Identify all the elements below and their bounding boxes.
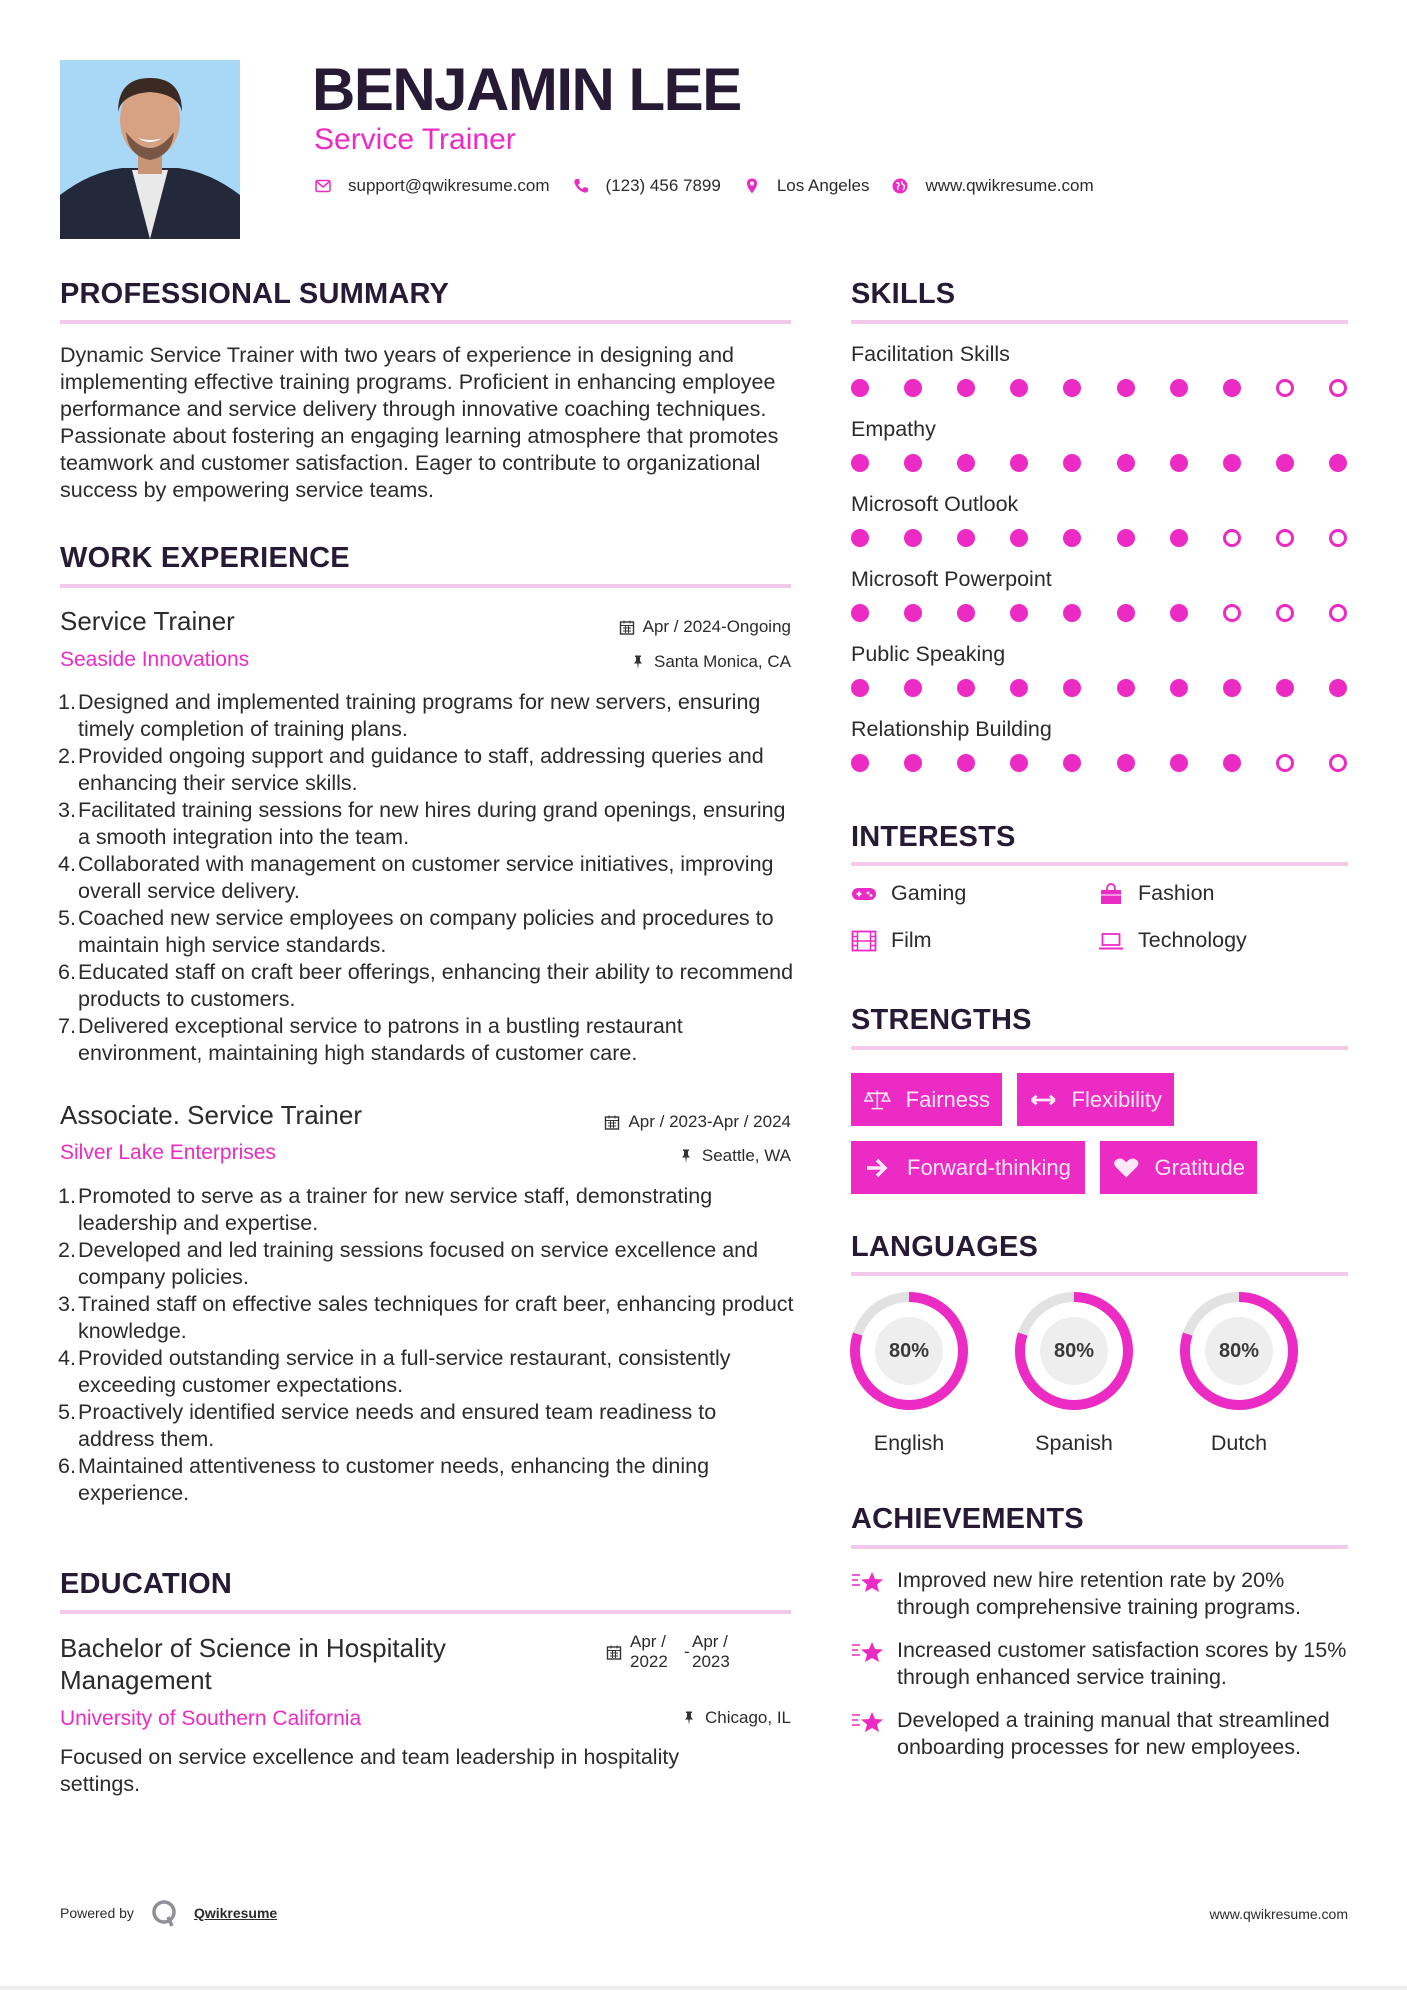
rating-dot-filled	[904, 379, 922, 397]
skill-rating	[851, 754, 1347, 772]
job-title: Service Trainer	[60, 606, 235, 636]
skill-name: Empathy	[851, 417, 936, 441]
strength-chip: Forward-thinking	[851, 1141, 1085, 1194]
footer-website[interactable]: www.qwikresume.com	[1209, 1906, 1348, 1922]
skill-name: Microsoft Powerpoint	[851, 567, 1052, 591]
rating-dot-filled	[1170, 379, 1188, 397]
shooting-star-icon	[851, 1569, 885, 1597]
rating-dot-filled	[957, 604, 975, 622]
skill-item	[851, 716, 1348, 772]
rating-dot-filled	[1117, 679, 1135, 697]
skill-name: Relationship Building	[851, 717, 1052, 741]
rating-dot-empty	[1276, 604, 1294, 622]
job-dates: Apr / 2024-Ongoing	[619, 617, 791, 637]
pushpin-icon	[678, 1148, 694, 1164]
rating-dot-filled	[904, 679, 922, 697]
language-percent: 80%	[888, 1339, 930, 1362]
page-bottom-edge	[0, 1986, 1407, 1990]
languages-divider	[851, 1272, 1348, 1276]
rating-dot-filled	[1276, 679, 1294, 697]
contact-phone[interactable]	[572, 176, 721, 196]
rating-dot-filled	[1170, 754, 1188, 772]
heart-icon	[1112, 1156, 1141, 1180]
shopping-bag-icon	[1098, 883, 1124, 905]
list-item: 3. Trained staff on effective sales techniques for craft beer, enhancing product knowledge.	[58, 1292, 794, 1343]
rating-dot-empty	[1329, 604, 1347, 622]
rating-dot-empty	[1329, 754, 1347, 772]
list-item: 7. Delivered exceptional service to patrons in a bustling restaurant environment, maintaining high standards of customer care.	[58, 1014, 683, 1065]
shooting-star-icon	[851, 1639, 885, 1667]
rating-dot-filled	[904, 529, 922, 547]
interest-fashion: Fashion	[1098, 881, 1215, 906]
interests-divider	[851, 862, 1348, 866]
interest-gaming: Gaming	[851, 881, 966, 906]
job-title: Associate. Service Trainer	[60, 1100, 363, 1130]
languages-heading: LANGUAGES	[851, 1231, 1039, 1263]
envelope-icon	[314, 177, 332, 195]
job-bullets	[58, 689, 798, 1067]
profile-photo	[60, 60, 240, 239]
degree-title: Bachelor of Science in Hospitality Management	[60, 1633, 446, 1695]
rating-dot-filled	[957, 679, 975, 697]
rating-dot-empty	[1276, 529, 1294, 547]
globe-icon	[891, 177, 909, 195]
rating-dot-filled	[1063, 754, 1081, 772]
school-name: University of Southern California	[60, 1707, 362, 1730]
language-progress-ring	[848, 1290, 970, 1412]
achievements-divider	[851, 1545, 1348, 1549]
rating-dot-filled	[1223, 679, 1241, 697]
calendar-icon	[606, 1644, 622, 1660]
achievements-heading: ACHIEVEMENTS	[851, 1503, 1084, 1535]
list-item: 6. Educated staff on craft beer offerings, enhancing their ability to recommend products to customers.	[58, 960, 794, 1011]
skill-rating	[851, 454, 1347, 472]
rating-dot-filled	[904, 604, 922, 622]
contact-email-text: support@qwikresume.com	[348, 176, 550, 195]
list-item: 4. Collaborated with management on customer service initiatives, improving overall service delivery.	[58, 852, 774, 903]
education-heading: EDUCATION	[60, 1568, 233, 1600]
rating-dot-filled	[851, 679, 869, 697]
language-name: Dutch	[1210, 1431, 1268, 1455]
strengths-divider	[851, 1046, 1348, 1050]
contact-website[interactable]	[891, 176, 1093, 196]
contact-phone-text: (123) 456 7899	[605, 176, 721, 195]
skill-item	[851, 641, 1348, 697]
skill-rating	[851, 379, 1347, 397]
rating-dot-empty	[1276, 754, 1294, 772]
rating-dot-filled	[1117, 754, 1135, 772]
rating-dot-filled	[957, 454, 975, 472]
language-name: English	[873, 1431, 945, 1455]
rating-dot-filled	[1170, 529, 1188, 547]
rating-dot-filled	[904, 754, 922, 772]
contact-location	[743, 176, 870, 196]
shooting-star-icon	[851, 1709, 885, 1737]
list-item: 1. Promoted to serve as a trainer for new service staff, demonstrating leadership and expertise.	[58, 1184, 713, 1235]
footer-powered-by: Powered by Qwikresume	[60, 1898, 277, 1928]
laptop-icon	[1098, 930, 1124, 952]
language-percent: 80%	[1218, 1339, 1260, 1362]
education-dates: Apr / 2022 - Apr / 2023	[606, 1632, 730, 1672]
rating-dot-filled	[904, 454, 922, 472]
rating-dot-filled	[1117, 604, 1135, 622]
map-pin-icon	[743, 177, 761, 195]
job-location: Santa Monica, CA	[630, 652, 791, 672]
list-item: 5. Proactively identified service needs and ensured team readiness to address them.	[58, 1400, 717, 1451]
skill-name: Microsoft Outlook	[851, 492, 1019, 516]
interest-film: Film	[851, 928, 932, 953]
rating-dot-filled	[851, 454, 869, 472]
contact-bar	[314, 176, 1116, 196]
rating-dot-filled	[1117, 454, 1135, 472]
skill-item	[851, 341, 1348, 397]
rating-dot-empty	[1276, 379, 1294, 397]
experience-heading: WORK EXPERIENCE	[60, 542, 350, 574]
language-item	[848, 1290, 970, 1456]
qwikresume-logo-icon	[150, 1898, 180, 1928]
summary-text: Dynamic Service Trainer with two years of experience in designing and implementing effective training programs. Proficient in enhancing employee performance and service delivery through innovative coaching techniques. Passionate about fostering an engaging learning atmosphere that promotes teamwork and customer satisfaction. Eager to contribute to organizational success by empowering service teams.	[60, 343, 779, 502]
rating-dot-filled	[1063, 454, 1081, 472]
rating-dot-filled	[1010, 529, 1028, 547]
rating-dot-filled	[1010, 604, 1028, 622]
skill-item	[851, 566, 1348, 622]
list-item: 6. Maintained attentiveness to customer needs, enhancing the dining experience.	[58, 1454, 710, 1505]
skill-item	[851, 491, 1348, 547]
pushpin-icon	[630, 654, 646, 670]
rating-dot-filled	[1063, 604, 1081, 622]
education-divider	[60, 1610, 791, 1614]
phone-icon	[572, 177, 590, 195]
strength-chip: Gratitude	[1100, 1141, 1257, 1194]
language-item	[1013, 1290, 1135, 1456]
skill-rating	[851, 529, 1347, 547]
calendar-icon	[619, 619, 635, 635]
film-icon	[851, 930, 877, 952]
skill-name: Public Speaking	[851, 642, 1006, 666]
qwikresume-link[interactable]: Qwikresume	[193, 1905, 278, 1921]
job-bullets	[58, 1183, 798, 1507]
rating-dot-filled	[1170, 454, 1188, 472]
rating-dot-filled	[1223, 754, 1241, 772]
strength-chip: Flexibility	[1017, 1073, 1174, 1126]
language-name: Spanish	[1035, 1431, 1113, 1455]
candidate-title: Service Trainer	[314, 123, 516, 156]
strengths-heading: STRENGTHS	[851, 1004, 1032, 1036]
language-percent: 80%	[1053, 1339, 1095, 1362]
rating-dot-filled	[1010, 679, 1028, 697]
rating-dot-filled	[1117, 379, 1135, 397]
rating-dot-empty	[1329, 529, 1347, 547]
job-company: Silver Lake Enterprises	[60, 1141, 276, 1164]
language-item	[1178, 1290, 1300, 1456]
rating-dot-filled	[851, 604, 869, 622]
rating-dot-filled	[851, 529, 869, 547]
rating-dot-filled	[1063, 379, 1081, 397]
rating-dot-filled	[957, 379, 975, 397]
candidate-name: BENJAMIN LEE	[312, 56, 741, 123]
rating-dot-filled	[1063, 529, 1081, 547]
skill-rating	[851, 604, 1347, 622]
rating-dot-filled	[1170, 604, 1188, 622]
skill-name: Facilitation Skills	[851, 342, 1010, 366]
rating-dot-filled	[1329, 454, 1347, 472]
job-location: Seattle, WA	[678, 1146, 791, 1166]
achievement-item: Developed a training manual that streamlined onboarding processes for new employees.	[851, 1707, 1351, 1761]
language-progress-ring	[1178, 1290, 1300, 1412]
skills-divider	[851, 320, 1348, 324]
summary-divider	[60, 320, 791, 324]
calendar-icon	[604, 1114, 620, 1130]
rating-dot-filled	[1223, 379, 1241, 397]
arrow-right-icon	[863, 1156, 893, 1180]
gamepad-icon	[851, 883, 877, 905]
rating-dot-filled	[1170, 679, 1188, 697]
rating-dot-filled	[1010, 379, 1028, 397]
interest-technology: Technology	[1098, 928, 1247, 953]
job-dates: Apr / 2023-Apr / 2024	[604, 1112, 791, 1132]
language-progress-ring	[1013, 1290, 1135, 1412]
education-start: Apr / 2022	[630, 1632, 668, 1671]
skills-heading: SKILLS	[851, 278, 956, 310]
education-end: Apr / 2023	[692, 1632, 730, 1671]
rating-dot-filled	[1010, 454, 1028, 472]
rating-dot-filled	[957, 754, 975, 772]
strength-chip: Fairness	[851, 1073, 1002, 1126]
contact-location-text: Los Angeles	[776, 176, 870, 195]
achievement-item: Improved new hire retention rate by 20% through comprehensive training programs.	[851, 1567, 1351, 1621]
list-item: 3. Facilitated training sessions for new hires during grand openings, ensuring a smooth integration into the team.	[58, 798, 786, 849]
list-item: 2. Provided ongoing support and guidance to staff, addressing queries and enhancing their service skills.	[58, 744, 764, 795]
interests-heading: INTERESTS	[851, 821, 1016, 853]
education-location: Chicago, IL	[681, 1708, 791, 1728]
balance-scale-icon	[863, 1088, 892, 1112]
skill-item	[851, 416, 1348, 472]
list-item: 4. Provided outstanding service in a full-service restaurant, consistently exceeding customer expectations.	[58, 1346, 731, 1397]
contact-email[interactable]	[314, 176, 550, 196]
summary-heading: PROFESSIONAL SUMMARY	[60, 278, 450, 310]
contact-website-text: www.qwikresume.com	[925, 176, 1094, 195]
list-item: 5. Coached new service employees on company policies and procedures to maintain high service standards.	[58, 906, 774, 957]
rating-dot-empty	[1223, 604, 1241, 622]
experience-divider	[60, 584, 791, 588]
skill-rating	[851, 679, 1347, 697]
rating-dot-filled	[1276, 454, 1294, 472]
rating-dot-empty	[1223, 529, 1241, 547]
rating-dot-filled	[1117, 529, 1135, 547]
rating-dot-filled	[1329, 679, 1347, 697]
achievement-item: Increased customer satisfaction scores by 15% through enhanced service training.	[851, 1637, 1351, 1691]
education-description: Focused on service excellence and team leadership in hospitality settings.	[60, 1745, 680, 1796]
rating-dot-filled	[1010, 754, 1028, 772]
job-company: Seaside Innovations	[60, 648, 250, 671]
rating-dot-filled	[851, 379, 869, 397]
rating-dot-filled	[1063, 679, 1081, 697]
rating-dot-filled	[1223, 454, 1241, 472]
list-item: 1. Designed and implemented training programs for new servers, ensuring timely completion of training plans.	[58, 690, 761, 741]
rating-dot-filled	[957, 529, 975, 547]
rating-dot-empty	[1329, 379, 1347, 397]
arrows-horizontal-icon	[1029, 1088, 1058, 1112]
rating-dot-filled	[851, 754, 869, 772]
pushpin-icon	[681, 1710, 697, 1726]
list-item: 2. Developed and led training sessions focused on service excellence and company policies.	[58, 1238, 759, 1289]
